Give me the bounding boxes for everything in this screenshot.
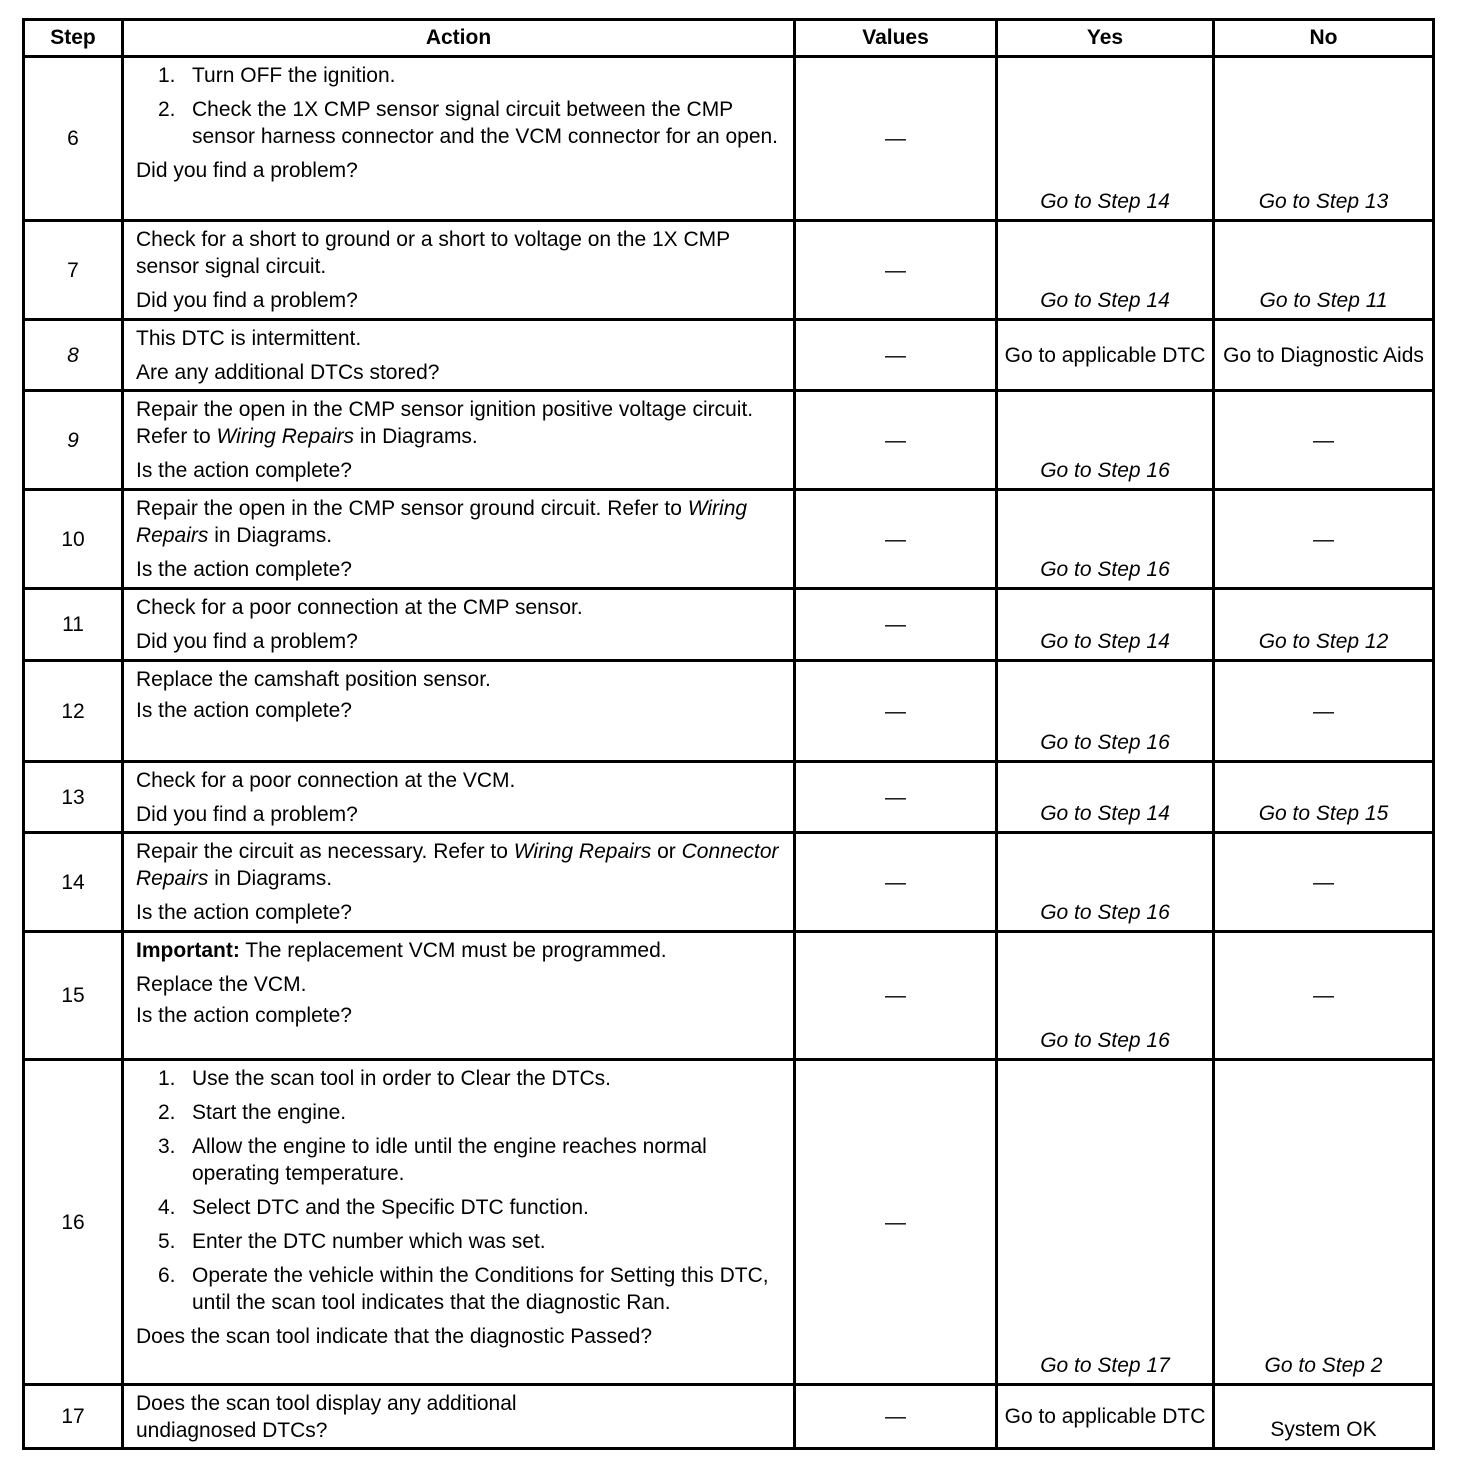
values-cell: — [795,1385,997,1449]
wiring-repairs-reference: Wiring Repairs [513,840,652,863]
list-number: 1. [158,1067,176,1090]
important-note [136,937,781,964]
table-row-step-10 [24,490,1434,589]
action-cell [123,221,795,320]
step-number: 6 [24,57,123,221]
list-text: Turn OFF the ignition. [192,64,396,87]
table-row-step-14 [24,833,1434,932]
action-cell [123,57,795,221]
table-row-step-11 [24,589,1434,661]
action-text [136,495,781,549]
action-text [136,396,781,450]
list-text: Enter the DTC number which was set. [192,1230,546,1253]
list-text: Start the engine. [192,1101,347,1124]
step-number: 11 [24,589,123,661]
no-cell: — [1214,932,1434,1060]
no-cell: — [1214,833,1434,932]
yes-cell: Go to Step 16 [997,391,1214,490]
action-question: Is the action complete? [136,901,352,924]
step-number: 8 [24,320,123,391]
values-cell: — [795,490,997,589]
action-text: Check for a poor connection at the CMP sensor. [136,596,583,619]
action-text-part: or [651,840,682,863]
action-cell [123,1060,795,1385]
list-text: Operate the vehicle within the Conditions for Setting this DTC, until the scan tool indicates that the diagnostic Ran. [192,1264,769,1314]
step-number: 15 [24,932,123,1060]
values-cell: — [795,320,997,391]
action-cell [123,1385,795,1449]
step-number: 12 [24,661,123,762]
action-text: Check for a poor connection at the VCM. [136,769,516,792]
action-cell [123,490,795,589]
yes-cell: Go to Step 16 [997,932,1214,1060]
action-question: Is the action complete? [136,459,352,482]
header-action: Action [123,20,795,57]
action-cell [123,391,795,490]
action-text-part: in Diagrams. [208,867,333,890]
values-cell: — [795,1060,997,1385]
action-text-part: in Diagrams. [208,524,333,547]
table-row-step-7 [24,221,1434,320]
wiring-repairs-reference: Wiring Repairs [216,425,355,448]
action-text-part: in Diagrams. [354,425,478,448]
yes-cell: Go to applicable DTC [997,1385,1214,1449]
action-cell [123,762,795,833]
list-number: 4. [158,1196,176,1219]
list-number: 3. [158,1135,176,1158]
yes-cell: Go to Step 14 [997,57,1214,221]
no-cell: — [1214,490,1434,589]
action-question: Does the scan tool display any additional undiagnosed DTCs? [136,1392,517,1442]
yes-cell: Go to Step 16 [997,490,1214,589]
action-text: Replace the VCM. [136,973,307,996]
list-item [158,1099,781,1126]
action-cell [123,661,795,762]
table-row-step-16 [24,1060,1434,1385]
action-text [136,838,781,892]
step-number: 14 [24,833,123,932]
action-question: Are any additional DTCs stored? [136,361,440,384]
list-item [158,1194,781,1221]
list-item [158,1228,781,1255]
list-number: 1. [158,64,176,87]
header-no: No [1214,20,1434,57]
header-yes: Yes [997,20,1214,57]
yes-cell: Go to Step 14 [997,762,1214,833]
no-cell: — [1214,661,1434,762]
step-number: 17 [24,1385,123,1449]
header-row [24,20,1434,57]
action-text: This DTC is intermittent. [136,327,362,350]
no-cell: — [1214,391,1434,490]
action-question: Is the action complete? [136,1004,352,1027]
action-cell [123,932,795,1060]
no-cell: Go to Step 11 [1214,221,1434,320]
yes-cell: Go to Step 14 [997,589,1214,661]
list-number: 2. [158,98,176,121]
diagnostic-table [22,18,1435,1450]
list-item [158,62,781,89]
table-row-step-9 [24,391,1434,490]
action-question: Is the action complete? [136,558,352,581]
step-number: 10 [24,490,123,589]
list-text: Use the scan tool in order to Clear the DTCs. [192,1067,612,1090]
yes-cell: Go to Step 16 [997,833,1214,932]
values-cell: — [795,57,997,221]
values-cell: — [795,221,997,320]
action-text-part: Repair the open in the CMP sensor ground circuit. Refer to [136,497,688,520]
list-item [158,96,781,150]
values-cell: — [795,833,997,932]
list-text: Allow the engine to idle until the engine reaches normal operating temperature. [192,1135,707,1185]
table-row-step-6 [24,57,1434,221]
step-number: 9 [24,391,123,490]
wiring-repairs-reference: Wiring Repairs [136,497,748,547]
no-cell: System OK [1214,1385,1434,1449]
no-cell: Go to Step 2 [1214,1060,1434,1385]
action-text-part: Repair the circuit as necessary. Refer to [136,840,514,863]
action-text-part: Repair the open in the CMP sensor ignition positive voltage circuit. Refer to [136,398,754,448]
yes-cell: Go to Step 14 [997,221,1214,320]
action-question: Does the scan tool indicate that the diagnostic Passed? [136,1325,652,1348]
list-item [158,1065,781,1092]
action-question: Did you find a problem? [136,803,358,826]
table-row-step-15 [24,932,1434,1060]
header-step: Step [24,20,123,57]
table-row-step-12 [24,661,1434,762]
important-label: Important: [136,939,240,962]
no-cell: Go to Diagnostic Aids [1214,320,1434,391]
list-number: 2. [158,1101,176,1124]
action-question: Is the action complete? [136,699,352,722]
action-cell [123,589,795,661]
table-row-step-13 [24,762,1434,833]
values-cell: — [795,762,997,833]
yes-cell: Go to Step 17 [997,1060,1214,1385]
table-row-step-17 [24,1385,1434,1449]
no-cell: Go to Step 12 [1214,589,1434,661]
table-row-step-8 [24,320,1434,391]
action-text: Replace the camshaft position sensor. [136,668,491,691]
list-text: Select DTC and the Specific DTC function. [192,1196,589,1219]
list-item [158,1133,781,1187]
values-cell: — [795,932,997,1060]
yes-cell: Go to Step 16 [997,661,1214,762]
step-number: 16 [24,1060,123,1385]
yes-cell: Go to applicable DTC [997,320,1214,391]
list-number: 6. [158,1264,176,1287]
list-text: Check the 1X CMP sensor signal circuit between the CMP sensor harness connector and the VCM connector for an open. [192,98,779,148]
list-number: 5. [158,1230,176,1253]
values-cell: — [795,391,997,490]
header-values: Values [795,20,997,57]
no-cell: Go to Step 13 [1214,57,1434,221]
action-text: Check for a short to ground or a short to voltage on the 1X CMP sensor signal circuit. [136,228,730,278]
action-cell [123,320,795,391]
list-item [158,1262,781,1316]
action-cell [123,833,795,932]
step-number: 13 [24,762,123,833]
connector-repairs-reference: Connector Repairs [136,840,779,890]
action-question: Did you find a problem? [136,289,358,312]
no-cell: Go to Step 15 [1214,762,1434,833]
values-cell: — [795,589,997,661]
action-question: Did you find a problem? [136,159,358,182]
action-list [136,1065,781,1316]
values-cell: — [795,661,997,762]
action-list [136,62,781,150]
action-question: Did you find a problem? [136,630,358,653]
important-text: The replacement VCM must be programmed. [239,939,667,962]
step-number: 7 [24,221,123,320]
